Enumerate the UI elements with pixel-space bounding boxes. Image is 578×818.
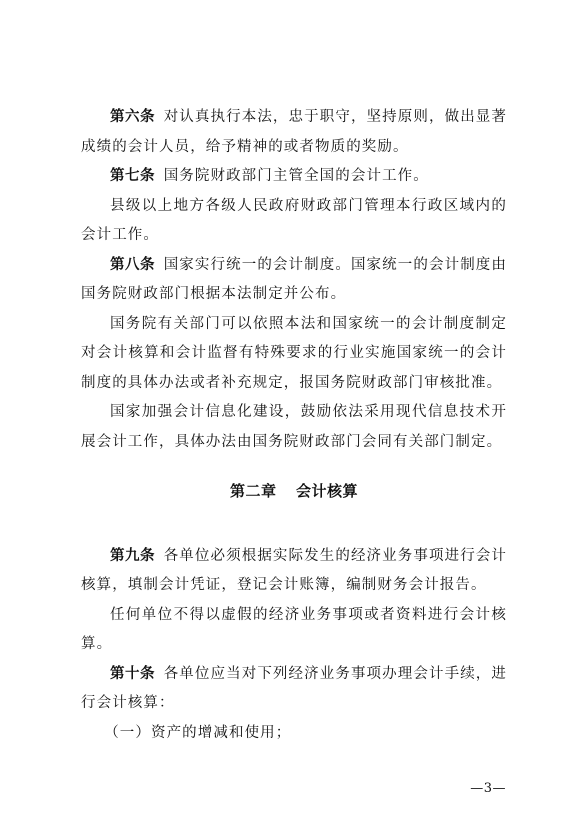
chapter-heading bbox=[81, 477, 507, 507]
article-text: 国家实行统一的会计制度。国家统一的会计制度由国务院财政部门根据本法制定并公布。 bbox=[81, 256, 507, 302]
article-number: 第八条 bbox=[110, 256, 156, 273]
article-7 bbox=[81, 162, 507, 192]
document-body bbox=[81, 103, 507, 748]
chapter-number: 第二章 bbox=[229, 482, 277, 500]
article-6 bbox=[81, 103, 507, 162]
chapter-title: 会计核算 bbox=[296, 482, 359, 500]
article-7-paragraph-2: 县级以上地方各级人民政府财政部门管理本行政区域内的会计工作。 bbox=[81, 197, 507, 243]
article-8-paragraph-3: 国家加强会计信息化建设，鼓励依法采用现代信息技术开展会计工作，具体办法由国务院财政部门会同有关部门制定。 bbox=[81, 404, 507, 450]
article-number: 第七条 bbox=[110, 168, 155, 184]
article-text: 各单位应当对下列经济业务事项办理会计手续，进行会计核算： bbox=[81, 665, 507, 711]
article-number: 第十条 bbox=[110, 665, 156, 682]
article-10 bbox=[81, 660, 507, 719]
article-number: 第九条 bbox=[110, 547, 156, 564]
article-10-item-1: （一）资产的增减和使用； bbox=[104, 724, 292, 741]
article-text: 各单位必须根据实际发生的经济业务事项进行会计核算，填制会计凭证，登记会计账簿，编制财务会计报告。 bbox=[81, 547, 507, 593]
article-8 bbox=[81, 251, 507, 310]
article-9-paragraph-2: 任何单位不得以虚假的经济业务事项或者资料进行会计核算。 bbox=[81, 606, 507, 652]
article-text: 对认真执行本法，忠于职守，坚持原则，做出显著成绩的会计人员，给予精神的或者物质的奖励。 bbox=[81, 109, 507, 155]
article-number: 第六条 bbox=[110, 109, 156, 125]
article-9 bbox=[81, 542, 507, 601]
article-text: 国务院财政部门主管全国的会计工作。 bbox=[163, 168, 429, 184]
article-8-paragraph-2: 国务院有关部门可以依照本法和国家统一的会计制度制定对会计核算和会计监督有特殊要求的行业实施国家统一的会计制度的具体办法或者补充规定，报国务院财政部门审核批准。 bbox=[81, 315, 507, 391]
page-number: —3— bbox=[470, 781, 506, 796]
